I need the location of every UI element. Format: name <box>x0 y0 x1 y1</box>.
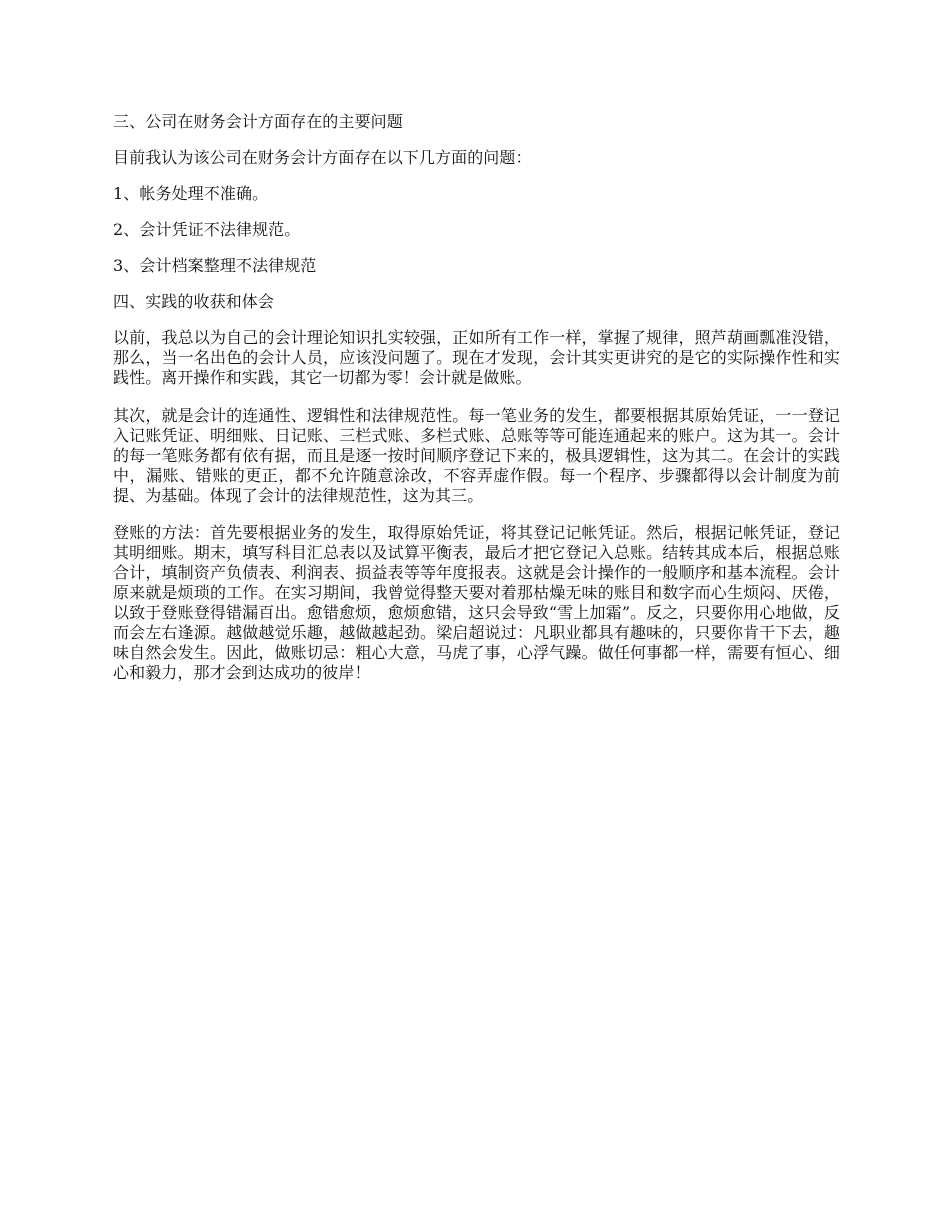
experience-paragraph-1: 以前，我总以为自己的会计理论知识扎实较强，正如所有工作一样，掌握了规律，照芦葫画瓢准没错，那么，当一名出色的会计人员，应该没问题了。现在才发现，会计其实更讲究的是它的实际操作性和实践性。离开操作和实践，其它一切都为零！会计就是做账。 <box>113 328 840 387</box>
problem-item-1: 1、帐务处理不准确。 <box>113 184 269 203</box>
problems-intro: 目前我认为该公司在财务会计方面存在以下几方面的问题： <box>113 148 532 167</box>
document-page <box>113 112 840 683</box>
experience-paragraph-3: 登账的方法：首先要根据业务的发生，取得原始凭证，将其登记记帐凭证。然后，根据记帐凭证，登记其明细账。期末，填写科目汇总表以及试算平衡表，最后才把它登记入总账。结转其成本后，根据总账合计，填制资产负债表、利润表、损益表等等年度报表。这就是会计操作的一般顺序和基本流程。会计原来就是烦琐的工作。在实习期间，我曾觉得整天要对着那枯燥无味的账目和数字而心生烦闷、厌倦，以致于登账登得错漏百出。愈错愈烦，愈烦愈错，这只会导致“雪上加霜”。反之，只要你用心地做，反而会左右逢源。越做越觉乐趣，越做越起劲。梁启超说过：凡职业都具有趣味的，只要你肯干下去，趣味自然会发生。因此，做账切忌：粗心大意，马虎了事，心浮气躁。做任何事都一样，需要有恒心、细心和毅力，那才会到达成功的彼岸！ <box>113 523 840 682</box>
experience-paragraph-2: 其次，就是会计的连通性、逻辑性和法律规范性。每一笔业务的发生，都要根据其原始凭证，一一登记入记账凭证、明细账、日记账、三栏式账、多栏式账、总账等等可能连通起来的账户。这为其一。会计的每一笔账务都有依有据，而且是逐一按时间顺序登记下来的，极具逻辑性，这为其二。在会计的实践中，漏账、错账的更正，都不允许随意涂改，不容弄虚作假。每一个程序、步骤都得以会计制度为前提、为基础。体现了会计的法律规范性，这为其三。 <box>113 406 840 505</box>
section-heading-experience: 四、实践的收获和体会 <box>113 292 275 311</box>
section-heading-problems: 三、公司在财务会计方面存在的主要问题 <box>113 112 403 131</box>
problem-item-2: 2、会计凭证不法律规范。 <box>113 220 301 239</box>
problem-item-3: 3、会计档案整理不法律规范 <box>113 256 317 275</box>
